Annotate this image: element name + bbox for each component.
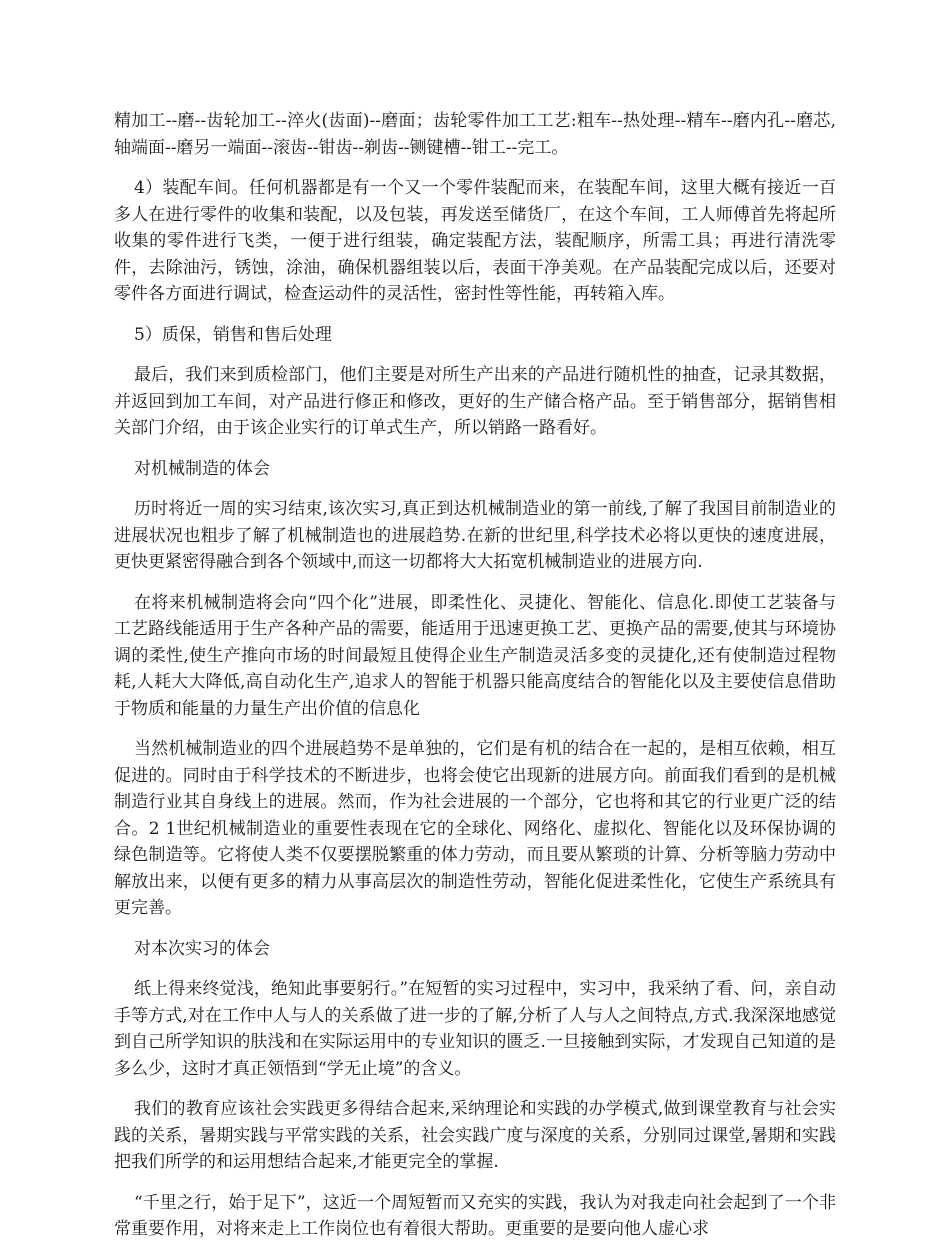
paragraph-internship-summary: 历时将近一周的实习结束,该次实习,真正到达机械制造业的第一前线,了解了我国目前制造业的进展状况也粗步了解了机械制造也的进展趋势.在新的世纪里,科学技术必将以更快的速度进展，更快更紧密得融合到各个领域中,而这一切都将大大拓宽机械制造业的进展方向. — [114, 499, 836, 572]
paragraph-quality-inspection: 最后，我们来到质检部门，他们主要是对所生产出来的产品进行随机性的抽查，记录其数据，并返回到加工车间，对产品进行修正和修改，更好的生产储合格产品。至于销售部分，据销售相关部门介绍，由于该企业实行的订单式生产，所以销路一路看好。 — [114, 365, 836, 438]
paragraph-education-practice: 我们的教育应该社会实践更多得结合起来,采纳理论和实践的办学模式,做到课堂教育与社会实践的关系，暑期实践与平常实践的关系，社会实践广度与深度的关系，分别同过课堂,暑期和实践把我们所学的和运用想结合起来,才能更完全的掌握. — [114, 1099, 836, 1172]
paragraph-assembly-workshop: 4）装配车间。任何机器都是有一个又一个零件装配而来，在装配车间，这里大概有接近一百多人在进行零件的收集和装配，以及包装，再发送至储货厂，在这个车间，工人师傅首先将起所收集的零件进行飞类，一便于进行组装，确定装配方法，装配顺序，所需工具；再进行清洗零件，去除油污，锈蚀，涂油，确保机器组装以后，表面干净美观。在产品装配完成以后，还要对零件各方面进行调试，检查运动件的灵活性，密封性等性能，再转箱入库。 — [114, 178, 836, 304]
section-heading-quality-sales: 5）质保，销售和售后处理 — [134, 324, 332, 345]
section-heading-internship-reflection: 对本次实习的体会 — [134, 938, 270, 959]
paragraph-journey-begins: “千里之行，始于足下”，这近一个周短暂而又充实的实践，我认为对我走向社会起到了一个非常重要作用，对将来走上工作岗位也有着很大帮助。更重要的是要向他人虚心求 — [114, 1192, 836, 1239]
paragraph-four-trends: 在将来机械制造将会向“四个化”进展，即柔性化、灵捷化、智能化、信息化.即使工艺装备与工艺路线能适用于生产各种产品的需要，能适用于迅速更换工艺、更换产品的需要,使其与环境协调的柔性,使生产推向市场的时间最短且使得企业生产制造灵活多变的灵捷化,还有使制造过程物耗,人耗大大降低,高自动化生产,追求人的智能于机器只能高度结合的智能化以及主要使信息借助于物质和能量的力量生产出价值的信息化 — [114, 592, 836, 719]
document-page — [114, 108, 836, 1257]
paragraph-gear-process: 精加工--磨--齿轮加工--淬火(齿面)--磨面；齿轮零件加工工艺:粗车--热处理--精车--磨内孔--磨芯,轴端面--磨另一端面--滚齿--钳齿--剃齿--铡键槽--钳工--完工。 — [114, 111, 836, 158]
section-heading-manufacturing-reflection: 对机械制造的体会 — [134, 458, 270, 479]
paragraph-trend-integration: 当然机械制造业的四个进展趋势不是单独的，它们是有机的结合在一起的，是相互依赖，相互促进的。同时由于科学技术的不断进步，也将会使它出现新的进展方向。前面我们看到的是机械制造行业其自身线上的进展。然而，作为社会进展的一个部分，它也将和其它的行业更广泛的结合。2 1世纪机械制造业的重要性表现在它的全球化、网络化、虚拟化、智能化以及环保协调的绿色制造等。它将使人类不仅要摆脱繁重的体力劳动，而且要从繁琐的计算、分析等脑力劳动中解放出来，以便有更多的精力从事高层次的制造性劳动，智能化促进柔性化，它使生产系统具有更完善。 — [114, 739, 836, 918]
paragraph-practice-learning: 纸上得来终觉浅，绝知此事要躬行。”在短暂的实习过程中，实习中，我采纳了看、问，亲自动手等方式,对在工作中人与人的关系做了进一步的了解,分析了人与人之间特点,方式.我深深地感觉到自己所学知识的肤浅和在实际运用中的专业知识的匮乏.一旦接触到实际，才发现自己知道的是多么少，这时才真正领悟到“学无止境”的含义。 — [114, 979, 836, 1079]
